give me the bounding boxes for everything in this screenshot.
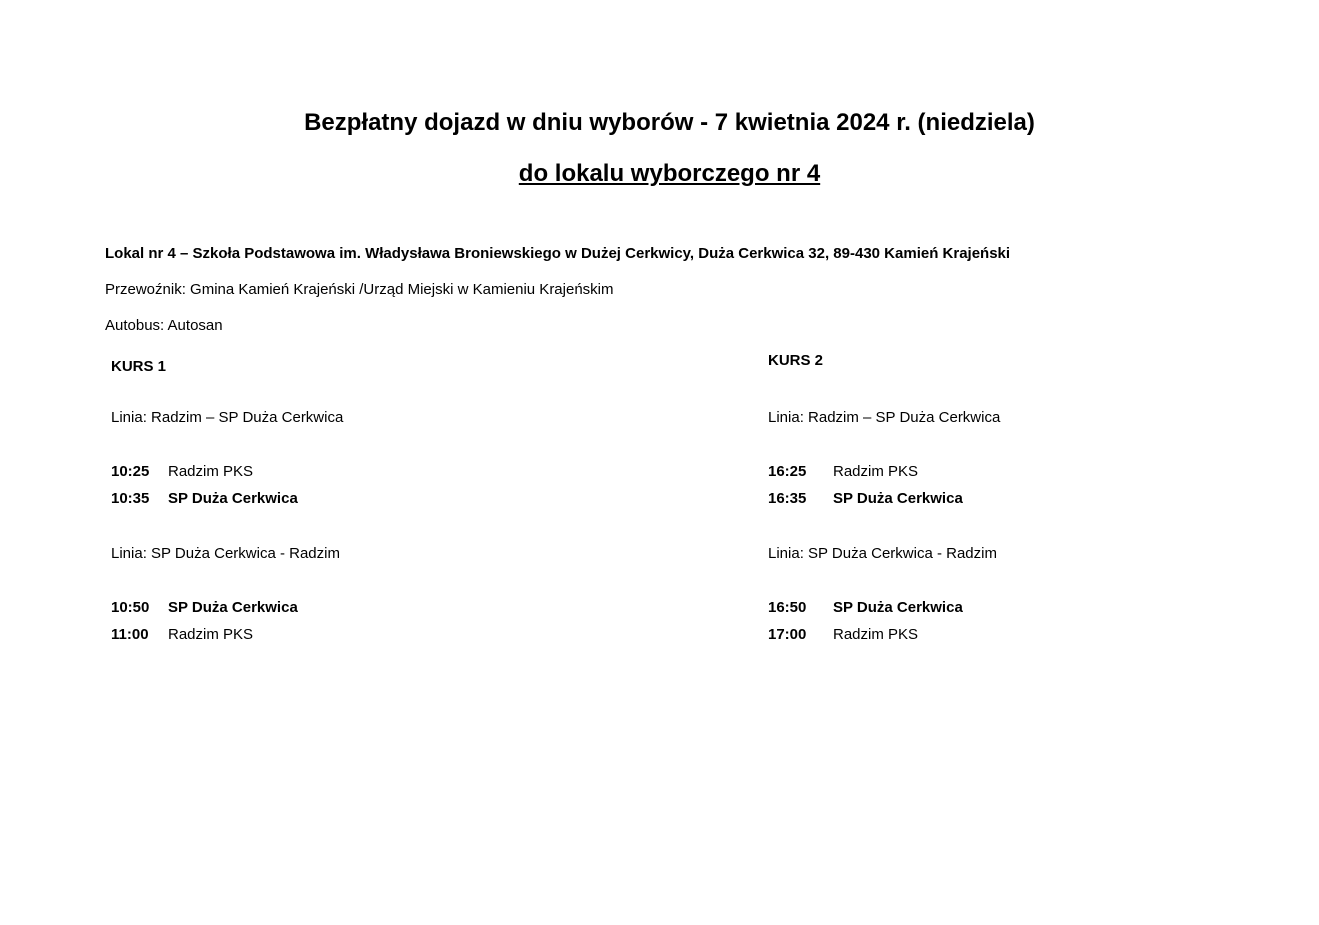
stop-place: SP Duża Cerkwica <box>168 490 298 507</box>
stop-place: Radzim PKS <box>833 463 919 480</box>
stop-time: 11:00 <box>111 626 149 643</box>
stop-time: 10:50 <box>111 599 150 616</box>
course-2-route-return: Linia: SP Duża Cerkwica - Radzim <box>768 545 997 562</box>
course-1-stop-3 <box>111 598 298 618</box>
page-title: Bezpłatny dojazd w dniu wyborów - 7 kwietnia 2024 r. (niedziela) <box>304 109 1035 136</box>
course-1-route-return: Linia: SP Duża Cerkwica - Radzim <box>111 545 340 562</box>
bus-info: Autobus: Autosan <box>105 317 223 334</box>
stop-place: Radzim PKS <box>168 463 254 480</box>
course-1-route-outbound: Linia: Radzim – SP Duża Cerkwica <box>111 409 344 426</box>
page-subtitle: do lokalu wyborczego nr 4 <box>518 160 821 187</box>
polling-station-info: Lokal nr 4 – Szkoła Podstawowa im. Władysława Broniewskiego w Dużej Cerkwicy, Duża Cerkwica 32, 89-430 Kamień Krajeński <box>105 245 1011 262</box>
course-2-stop-2 <box>768 489 963 509</box>
stop-time: 16:35 <box>768 490 807 507</box>
carrier-info: Przewoźnik: Gmina Kamień Krajeński /Urząd Miejski w Kamieniu Krajeńskim <box>105 281 614 298</box>
stop-time: 16:50 <box>768 599 807 616</box>
course-1-stop-2 <box>111 489 298 509</box>
course-2-stop-3 <box>768 598 963 618</box>
stop-place: Radzim PKS <box>833 626 919 643</box>
course-2-route-outbound: Linia: Radzim – SP Duża Cerkwica <box>768 409 1001 426</box>
course-1-stop-4 <box>111 625 253 645</box>
stop-time: 16:25 <box>768 463 807 480</box>
course-1-stop-1 <box>111 462 253 482</box>
stop-place: Radzim PKS <box>168 626 254 643</box>
course-2-stop-4 <box>768 625 918 645</box>
course-2 <box>768 0 1319 643</box>
stop-place: SP Duża Cerkwica <box>833 490 963 507</box>
course-1-title: KURS 1 <box>111 358 167 375</box>
stop-place: SP Duża Cerkwica <box>833 599 963 616</box>
course-2-stop-1 <box>768 462 918 482</box>
course-2-title: KURS 2 <box>768 352 824 369</box>
stop-place: SP Duża Cerkwica <box>168 599 298 616</box>
stop-time: 10:25 <box>111 463 150 480</box>
stop-time: 10:35 <box>111 490 150 507</box>
stop-time: 17:00 <box>768 626 807 643</box>
